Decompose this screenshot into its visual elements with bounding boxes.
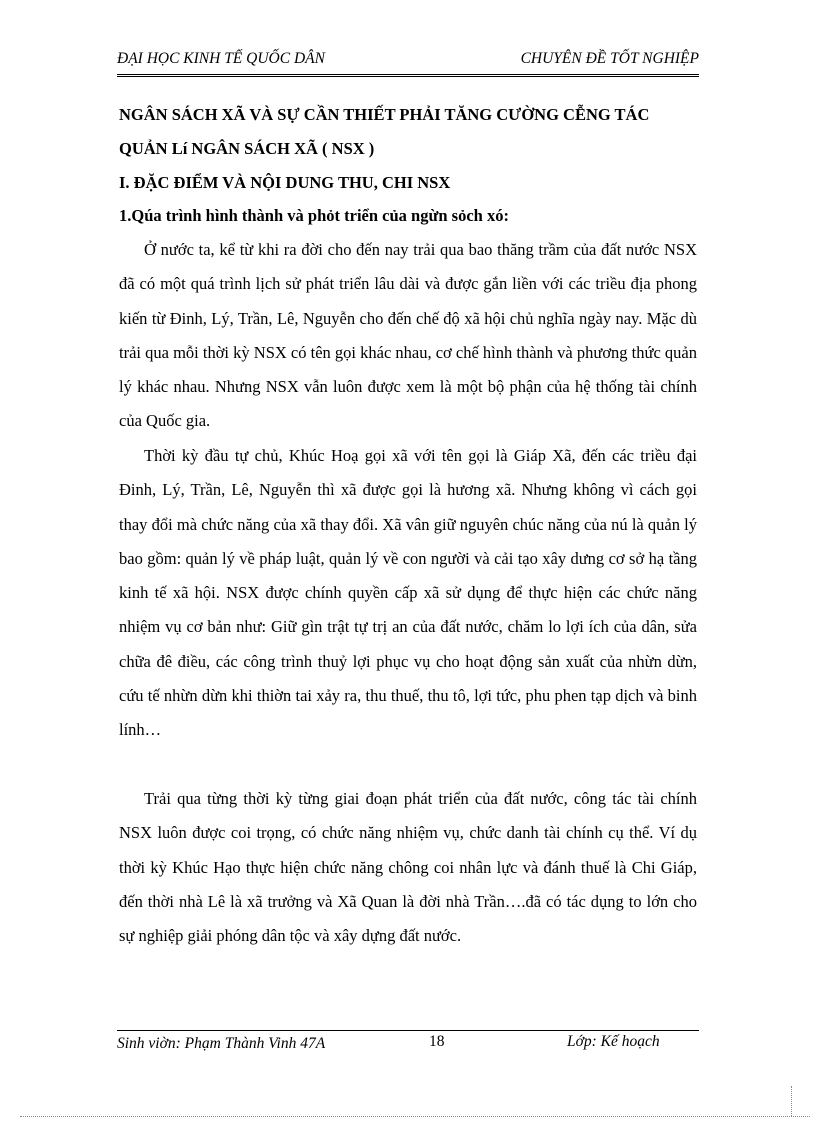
page-number: 18: [429, 1033, 445, 1050]
document-title: NGÂN SÁCH XÃ VÀ SỰ CẦN THIẾT PHẢI TĂNG CƯỜNG CỄNG TÁC QUẢN Lí NGÂN SÁCH XÃ ( NSX ): [119, 105, 650, 158]
body-paragraph: Ở nước ta, kể từ khi ra đời cho đến nay trải qua bao thăng trầm của đất nước NSX đã có một quá trình lịch sử phát triển lâu dài và được gắn liền với các triều địa phong kiến từ Đinh, Lý, Trần, Lê, Nguyễn cho đến chế độ xã hội chủ nghĩa ngày nay. Mặc dù trải qua mỗi thời kỳ NSX có tên gọi khác nhau, cơ chế hình thành và phương thức quản lý khác nhau. Nhưng NSX vẫn luôn được xem là một bộ phận của hệ thống tài chính của Quốc gia.: [119, 240, 697, 431]
crop-mark-vertical: [791, 1086, 792, 1116]
header-document-type: CHUYÊN ĐỀ TỐT NGHIỆP: [520, 50, 699, 67]
footer-student: Sinh viờn: Phạm Thành Vinh 47A: [117, 1035, 326, 1052]
page-header: [117, 50, 699, 74]
body-paragraph: Trải qua từng thời kỳ từng giai đoạn phát triển của đất nước, công tác tài chính NSX luôn được coi trọng, có chức năng nhiệm vụ, chức danh tài chính cụ thể. Ví dụ thời kỳ Khúc Hạo thực hiện chức năng chông coi nhân lực và đánh thuế là Chi Giáp, đến thời nhà Lê là xã trưởng và Xã Quan là đời nhà Trần….đã có tác dụng to lớn cho sự nghiệp giải phóng dân tộc và xây dựng đất nước.: [119, 789, 697, 946]
footer-class: Lớp: Kế hoạch: [567, 1033, 660, 1050]
crop-mark-horizontal: [20, 1116, 810, 1117]
footer-rule: [117, 1030, 699, 1031]
header-university: ĐẠI HỌC KINH TẾ QUỐC DÂN: [117, 50, 325, 67]
section-heading: I. ĐẶC ĐIỂM VÀ NỘI DUNG THU, CHI NSX: [119, 173, 451, 192]
header-rule: [117, 74, 699, 77]
subsection-heading: 1.Qúa trình hình thành và phỏt triển của ngừn sỏch xó:: [119, 206, 509, 225]
body-paragraph: Thời kỳ đầu tự chủ, Khúc Hoạ gọi xã với tên gọi là Giáp Xã, đến các triều đại Đinh, Lý, Trần, Lê, Nguyễn thì xã được gọi là hương xã. Nhưng không vì cách gọi thay đổi mà chức năng của xã thay đổi. Xã vân giữ nguyên chúc năng của nú là quản lý bao gồm: quản lý về pháp luật, quản lý về con người và cải tạo xây dưng cơ sở hạ tầng kinh tế xã hội. NSX được chính quyền cấp xã sử dụng để thực hiện các chức năng nhiệm vụ cơ bản như: Giữ gìn trật tự trị an của đất nước, chăm lo lợi ích của dân, sửa chữa đê điều, các công trình thuỷ lợi phục vụ cho hoạt động sản xuất của nhừn dừn, cứu tế nhừn dừn khi thiờn tai xảy ra, thu thuế, thu tô, lợi tức, phu phen tạp dịch và binh lính…: [119, 446, 697, 740]
